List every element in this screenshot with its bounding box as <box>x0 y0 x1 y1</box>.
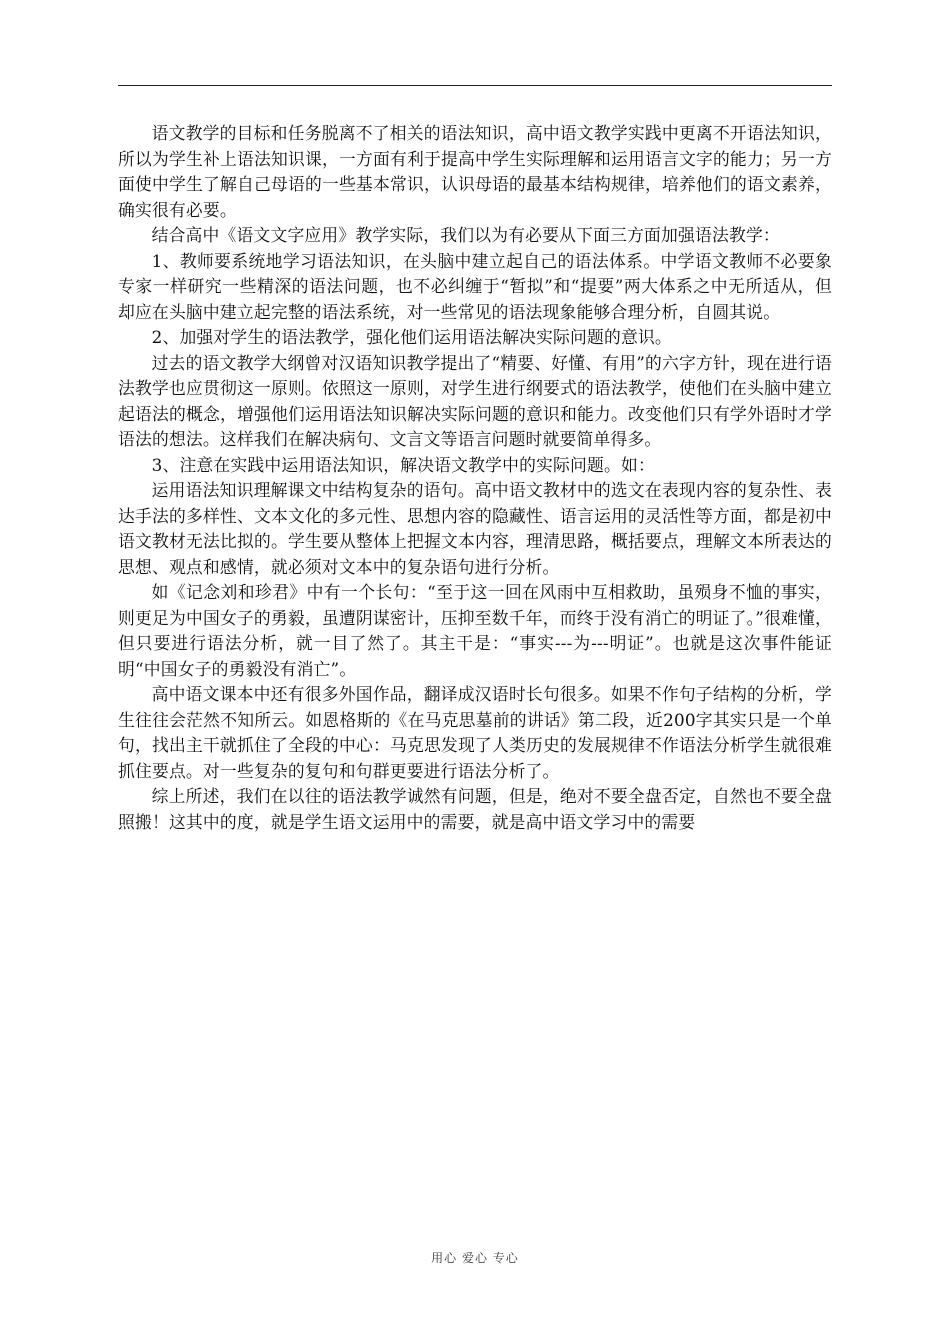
paragraph-conclusion: 综上所述，我们在以往的语法教学诚然有问题，但是，绝对不要全盘否定，自然也不要全盘照搬！这其中的度，就是学生语文运用中的需要，就是高中语文学习中的需要 <box>118 786 832 832</box>
paragraph-syllabus: 过去的语文教学大纲曾对汉语知识教学提出了“精要、好懂、有用”的六字方针，现在进行语法教学也应贯彻这一原则。依照这一原则，对学生进行纲要式的语法教学，使他们在头脑中建立起语法的概念，增强他们运用语法知识解决实际问题的意识和能力。改变他们只有学外语时才学语法的想法。这样我们在解决病句、文言文等语言问题时就要简单得多。 <box>118 352 832 449</box>
paragraph-point-3: 3、注意在实践中运用语法知识，解决语文教学中的实际问题。如： <box>151 454 655 475</box>
paragraph-foreign-works: 高中语文课本中还有很多外国作品，翻译成汉语时长句很多。如果不作句子结构的分析，学生往往会茫然不知所云。如恩格斯的《在马克思墓前的讲话》第二段，近200字其实只是一个单句，找出主干就抓住了全段的中心：马克思发现了人类历史的发展规律不作语法分析学生就很难抓住要点。对一些复杂的复句和句群更要进行语法分析了。 <box>118 684 832 781</box>
paragraph-complex-sentences: 运用语法知识理解课文中结构复杂的语句。高中语文教材中的选文在表现内容的复杂性、表达手法的多样性、文本文化的多元性、思想内容的隐藏性、语言运用的灵活性等方面，都是初中语文教材无法比拟的。学生要从整体上把握文本内容，理清思路，概括要点，理解文本所表达的思想、观点和感情，就必须对文本中的复杂语句进行分析。 <box>118 480 832 577</box>
paragraph-three-aspects: 结合高中《语文文字应用》教学实际，我们以为有必要从下面三方面加强语法教学： <box>151 225 780 245</box>
paragraph-intro: 语文教学的目标和任务脱离不了相关的语法知识，高中语文教学实践中更离不开语法知识，所以为学生补上语法知识课，一方面有利于提高中学生实际理解和运用语言文字的能力；另一方面使中学生了解自己母语的一些基本常识，认识母语的最基本结构规律，培养他们的语文素养，确实很有必要。 <box>118 123 832 220</box>
page-footer: 用心 爱心 专心 <box>431 1251 519 1265</box>
paragraph-example-liuhezhen: 如《记念刘和珍君》中有一个长句：“至于这一回在风雨中互相救助，虽殒身不恤的事实，则更足为中国女子的勇毅，虽遭阴谋密计，压抑至数千年，而终于没有消亡的明证了。”很难懂，但只要进行语法分析，就一目了然了。其主干是：“事实---为---明证”。也就是这次事件能证明“中国女子的勇毅没有消亡”。 <box>118 582 832 679</box>
paragraph-point-2: 2、加强对学生的语法教学，强化他们运用语法解决实际问题的意识。 <box>151 327 672 347</box>
document-body <box>118 121 832 835</box>
paragraph-point-1: 1、教师要系统地学习语法知识，在头脑中建立起自己的语法体系。中学语文教师不必要象专家一样研究一些精深的语法问题，也不必纠缠于“暂拟”和“提要”两大体系之中无所适从，但却应在头脑中建立起完整的语法系统，对一些常见的语法现象能够合理分析，自圆其说。 <box>118 250 832 322</box>
header-rule <box>118 85 832 86</box>
